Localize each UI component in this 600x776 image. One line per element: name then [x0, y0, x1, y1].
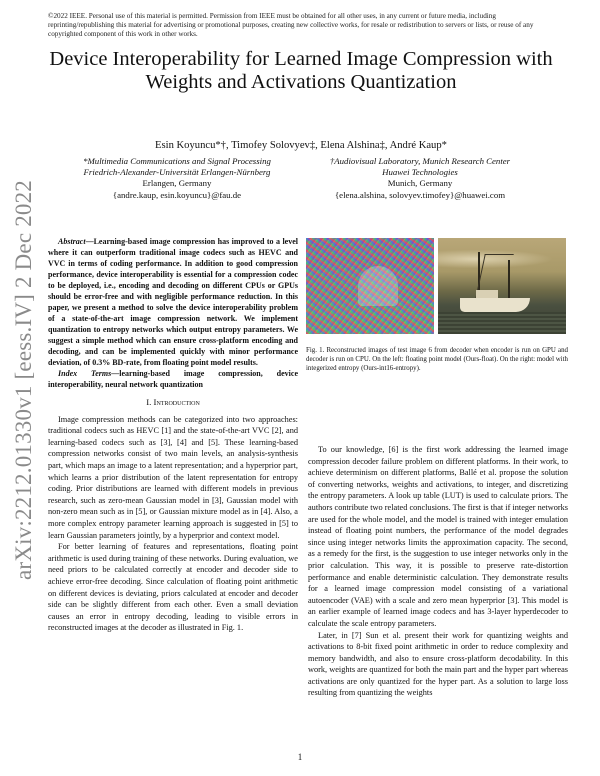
- figure-1: [306, 238, 566, 334]
- corrupted-reconstruction-image: [306, 238, 434, 334]
- author-list: Esin Koyuncu*†, Timofey Solovyev‡, Elena Alshina‡, André Kaup*: [155, 140, 447, 151]
- body-paragraph: Later, in [7] Sun et al. present their work for quantizing weights and activations to 8-bit fixed point arithmetic in order to reduce complexity and memory bandwidth, and also to ensure cross-platform decodability. In this work, weights are quantized for both the main part and the hyper part whereas activations are only quantized for the hyper part. As a solution to large loss resulting from quantizing the weights: [308, 630, 568, 698]
- abstract: [48, 236, 298, 368]
- abstract-lead: Abstract: [58, 237, 86, 246]
- affiliation-huawei: [295, 156, 545, 201]
- left-column: [48, 236, 298, 634]
- copyright-notice: ©2022 IEEE. Personal use of this material is permitted. Permission from IEEE must be obtained for all other uses, in any current or future media, including reprinting/republishing this material for advertising or promotional purposes, creating new collective works, for resale or redistribution to servers or lists, or reuse of any copyrighted component of this work in other works.: [48, 12, 534, 38]
- body-paragraph: For better learning of features and representations, floating point arithmetic is used during training of these networks. During evaluation, we need priors to be calculated correctly at encoder and decoder side to achieve error-free decoding. Since calculation of floating point arithmetic on different devices is deviating, priors calculated at encoder and decoder side can be slightly different from each other. Even a small deviation causes an error in entropy decoding, leading to visible errors in reconstructed images at the decoder as illustrated in Fig. 1.: [48, 542, 298, 633]
- index-terms-text: —learning-based image compression, device interoperability, neural network quantization: [48, 369, 299, 389]
- figure-caption: Fig. 1. Reconstructed images of test image 6 from decoder when encoder is run on GPU and decoder is run on CPU. On the left: floating point model (Ours-float). On the right: model with integerized entropy (Ours-int16-entropy).: [306, 347, 568, 373]
- affiliation-line: *Multimedia Communications and Signal Processing: [83, 156, 271, 166]
- right-column: [308, 444, 568, 699]
- arxiv-identifier: arXiv:2212.01330v1 [eess.IV] 2 Dec 2022: [11, 180, 36, 580]
- affiliation-email: {andre.kaup, esin.koyuncu}@fau.de: [112, 189, 242, 200]
- affiliation-city: Erlangen, Germany: [142, 178, 212, 189]
- page-number: 1: [297, 752, 303, 762]
- body-paragraph: To our knowledge, [6] is the first work addressing the learned image compression decoder failure problem on different platforms. In their work, to achieve determinism on different platforms, Ballé et al. propose the solution of converting networks, weights and activations, to integer, and discretizing the entropy parameters. A look up table (LUT) is used to calculate priors. The authors contribute two related conclusions. The first is that if integer networks are used for the whole model, and the model is trained with integer emulation instead of floating point numbers, the performance of the model degrades since using integer networks limits the approximation capacity. The second, as a remedy for the first, is the suggestion to use integer networks only in the prior calculation. This way, it is possible to preserve rate-distortion performance and enable deterministic calculation. They demonstrate results for a learned image compression model consisting of a variational autoencoder (VAE) with a scale and zero mean hyperprior [3]. This model is an earlier example of learned image codecs and has 3-layer hyperdecoder to calculate the scale entropy parameters.: [308, 445, 568, 628]
- affiliation-line: Friedrich-Alexander-Universität Erlangen-Nürnberg: [83, 167, 271, 178]
- index-terms-lead: Index Terms: [58, 369, 112, 378]
- index-terms: [48, 368, 298, 390]
- correct-reconstruction-image: [438, 238, 566, 334]
- abstract-text: —Learning-based image compression has improved to a level where it can outperform traditional image codecs such as HEVC and VVC in terms of coding performance. In addition to good compression performance, device interoperability is essential for a compression codec to be deployed, i.e., encoding and decoding on different CPUs or GPUs should be error-free and with negligible performance reduction. In this paper, we present a method to solve the device interoperability problem of a state-of-the-art image compression network. We implement quantization to entropy networks which output entropy parameters. We suggest a simple method which can ensure cross-platform encoding and decoding, and can be implemented quickly with minor performance deviation, of 0.3% BD-rate, from floating point model results.: [48, 237, 298, 367]
- affiliation-line: †Audiovisual Laboratory, Munich Research Center: [329, 156, 511, 166]
- section-heading: I. Introduction: [146, 397, 200, 407]
- body-paragraph: Image compression methods can be categorized into two approaches: traditional codecs such as HEVC [1] and the state-of-the-art VVC [2], and learning-based codecs such as [3], [4] and [5]. These learning-based compression networks consist of two main levels, an analysis-synthesis part, which maps an image to a latent representation; and a hyperprior part, which learns a prior distribution of the latent representation for entropy coding. Prior distributions are learned with different models in previous research, such as zero-mean Gaussian model in [3], Gaussian model with non-zero mean such as in [5], or Gaussian mixture model as in [4]. Also, a more complex entropy parameter learning approach is suggested in [5] to learn Gaussian parameters jointly, by a hyperprior and context model.: [48, 414, 298, 540]
- affiliation-email: {elena.alshina, solovyev.timofey}@huawei.com: [334, 189, 506, 200]
- affiliation-fau: [52, 156, 302, 201]
- affiliation-line: Huawei Technologies: [382, 167, 458, 178]
- paper-title: Device Interoperability for Learned Image Compression with Weights and Activations Quantization: [49, 48, 553, 93]
- affiliation-city: Munich, Germany: [387, 178, 453, 189]
